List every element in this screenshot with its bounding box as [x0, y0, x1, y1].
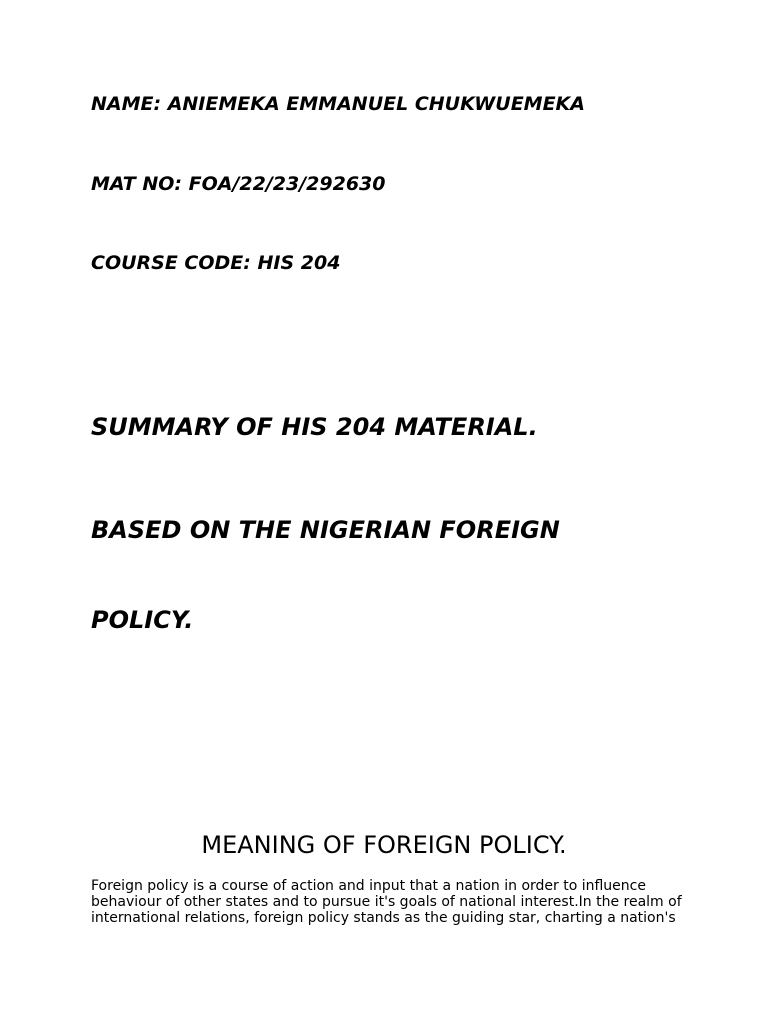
paragraph-line: international relations, foreign policy stands as the guiding star, charting a nation's — [91, 910, 676, 926]
document-title-line-3: POLICY. — [91, 606, 194, 634]
matriculation-number: MAT NO: FOA/22/23/292630 — [91, 173, 386, 195]
section-paragraph — [91, 878, 691, 926]
paragraph-line: Foreign policy is a course of action and input that a nation in order to influence — [91, 878, 646, 894]
document-title-line-1: SUMMARY OF HIS 204 MATERIAL. — [91, 413, 538, 441]
paragraph-line: behaviour of other states and to pursue it's goals of national interest.In the realm of — [91, 894, 682, 910]
document-title-line-2: BASED ON THE NIGERIAN FOREIGN — [91, 516, 560, 544]
section-heading: MEANING OF FOREIGN POLICY. — [201, 831, 567, 859]
course-code: COURSE CODE: HIS 204 — [91, 252, 341, 274]
student-name: NAME: ANIEMEKA EMMANUEL CHUKWUEMEKA — [91, 93, 585, 115]
